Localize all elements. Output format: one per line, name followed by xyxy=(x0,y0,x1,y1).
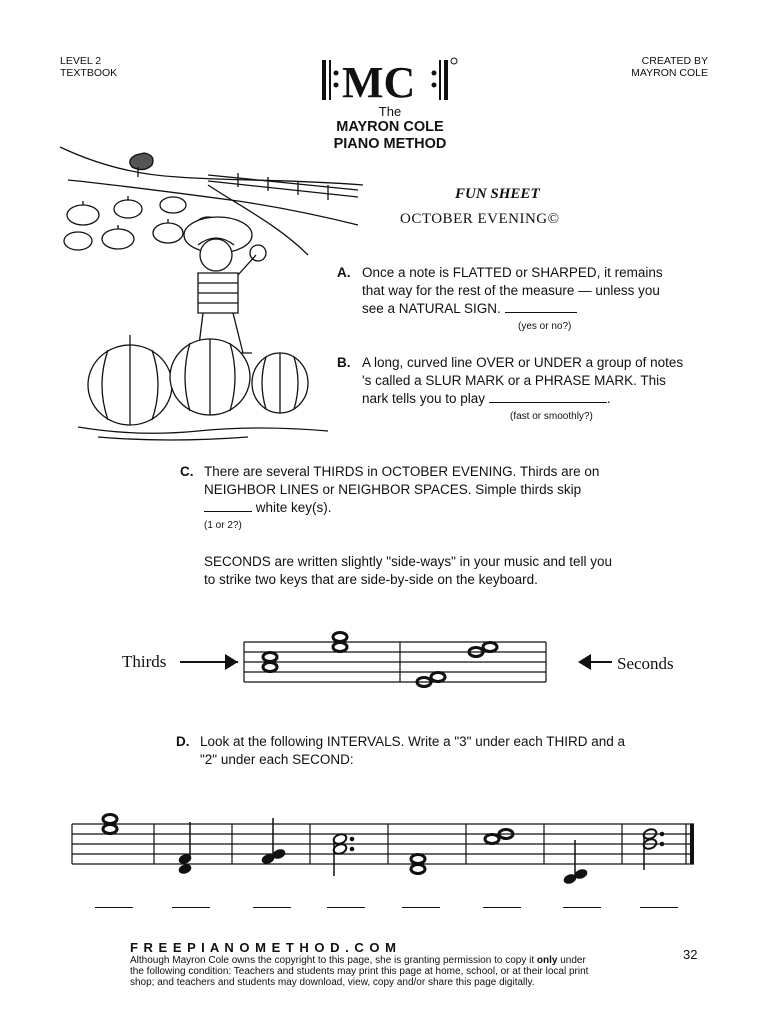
mc-logo xyxy=(320,55,460,105)
logo-lettering: MC xyxy=(342,58,416,105)
answer-blank-c[interactable] xyxy=(204,499,252,512)
level-label: LEVEL 2 xyxy=(60,55,102,67)
question-b-line3: nark tells you to play . xyxy=(362,391,611,406)
question-a-line2: that way for the rest of the measure — unless you xyxy=(362,283,660,298)
question-b-line2: 's called a SLUR MARK or a PHRASE MARK. This xyxy=(362,373,666,388)
logo-line2: PIANO METHOD xyxy=(333,136,447,152)
page-number: 32 xyxy=(683,947,698,962)
answer-blank-d6[interactable] xyxy=(483,907,521,908)
logo-line1: MAYRON COLE xyxy=(336,119,444,135)
answer-blank-d8[interactable] xyxy=(640,907,678,908)
question-a-letter: A. xyxy=(337,265,351,280)
fun-sheet-label: FUN SHEET xyxy=(455,186,540,202)
example-staff xyxy=(180,628,740,708)
seconds-para-line1: SECONDS are written slightly "side-ways" in your music and tell you xyxy=(204,554,612,569)
legal-line1: Although Mayron Cole owns the copyright to this page, she is granting permission to copy it only under xyxy=(130,955,586,966)
question-b-line1: A long, curved line OVER or UNDER a group of notes xyxy=(362,355,684,370)
seconds-para-line2: to strike two keys that are side-by-side on the keyboard. xyxy=(204,572,538,587)
question-c-line3: white key(s). xyxy=(204,499,332,517)
song-title: OCTOBER EVENING© xyxy=(400,211,560,227)
legal-line2: the following condition: Teachers and students may print this page at home, school, or at their local print xyxy=(130,966,589,977)
answer-blank-d3[interactable] xyxy=(253,907,291,908)
answer-blank-d1[interactable] xyxy=(95,907,133,908)
answer-blank-b[interactable] xyxy=(489,390,607,403)
logo-the: The xyxy=(378,104,402,119)
answer-blank-d5[interactable] xyxy=(402,907,440,908)
question-c-hint: (1 or 2?) xyxy=(204,520,242,531)
question-a-line3: see a NATURAL SIGN. xyxy=(362,300,577,318)
question-c-letter: C. xyxy=(180,464,194,479)
question-a-line1: Once a note is FLATTED or SHARPED, it remains xyxy=(362,265,663,280)
author-label: MAYRON COLE xyxy=(631,67,708,79)
website-banner: F R E E P I A N O M E T H O D . C O M xyxy=(130,940,397,955)
pumpkin-child-illustration xyxy=(58,145,368,445)
question-d-line1: Look at the following INTERVALS. Write a "3" under each THIRD and a xyxy=(200,734,626,749)
question-d-line2: "2" under each SECOND: xyxy=(200,752,354,767)
question-d-letter: D. xyxy=(176,734,190,749)
thirds-label: Thirds xyxy=(122,652,167,671)
seconds-label: Seconds xyxy=(617,654,674,673)
exercise-notes xyxy=(103,815,664,885)
question-c-line1: There are several THIRDS in OCTOBER EVENING. Thirds are on xyxy=(204,464,600,479)
exercise-staff xyxy=(70,810,710,890)
question-b-hint: (fast or smoothly?) xyxy=(510,411,593,422)
question-c-line2: NEIGHBOR LINES or NEIGHBOR SPACES. Simple thirds skip xyxy=(204,482,582,497)
question-a-hint: (yes or no?) xyxy=(518,321,572,332)
exercise-staff-lines xyxy=(72,824,694,864)
created-by-label: CREATED BY xyxy=(641,55,708,67)
answer-blank-a[interactable] xyxy=(505,300,577,313)
textbook-label: TEXTBOOK xyxy=(60,67,118,79)
answer-blank-d2[interactable] xyxy=(172,907,210,908)
staff-lines xyxy=(244,642,546,682)
question-b-letter: B. xyxy=(337,355,351,370)
example-notes xyxy=(263,633,497,687)
thirds-arrow-head xyxy=(225,654,238,670)
legal-line3: shop; and teachers and students may download, view, copy and/or share this page digitally. xyxy=(130,977,535,988)
seconds-arrow-head xyxy=(578,654,591,670)
answer-blank-d4[interactable] xyxy=(327,907,365,908)
answer-blank-d7[interactable] xyxy=(563,907,601,908)
